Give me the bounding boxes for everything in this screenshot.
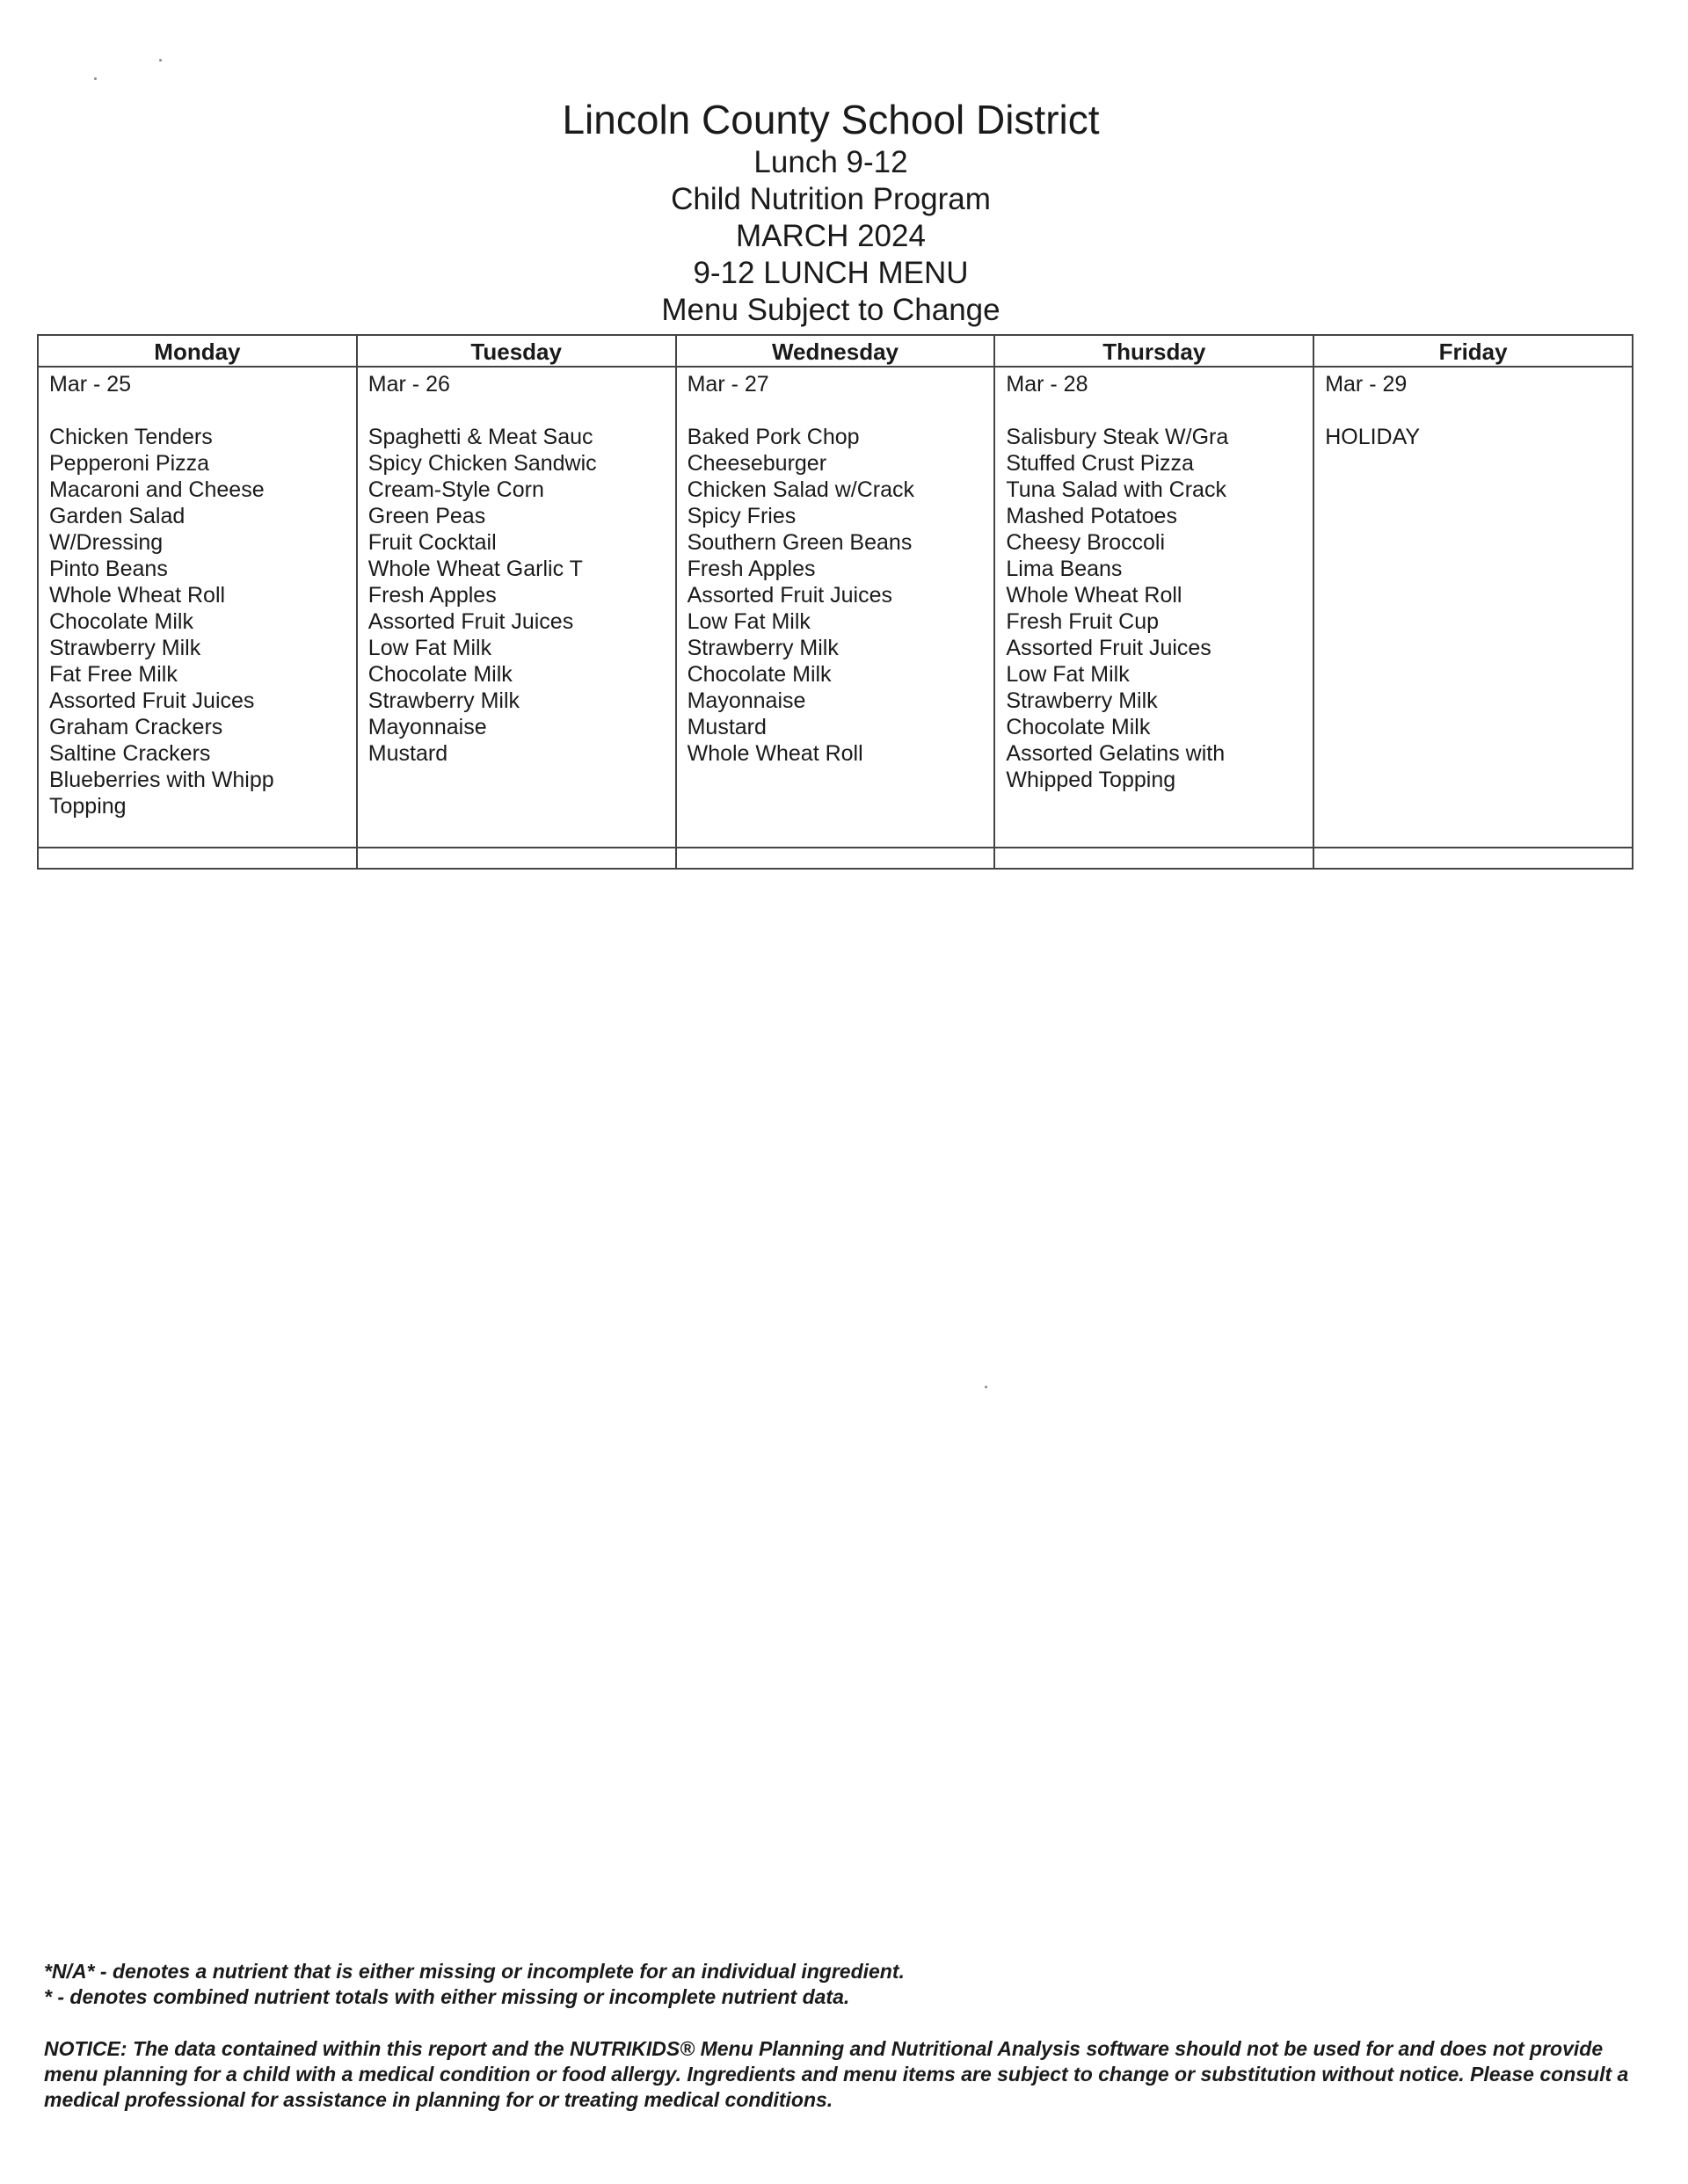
menu-row	[38, 367, 1633, 848]
menu-item: Cream-Style Corn	[367, 477, 544, 502]
day-cell-thursday	[994, 367, 1313, 848]
empty-cell	[357, 848, 676, 869]
menu-item: W/Dressing	[49, 530, 164, 555]
menu-item-list	[1006, 424, 1302, 793]
menu-item: Lima Beans	[1006, 557, 1123, 581]
menu-item: Fresh Apples	[367, 583, 497, 608]
day-date: Mar - 25	[49, 372, 132, 397]
footer-notes	[44, 1959, 1653, 2113]
menu-item: Spicy Fries	[687, 504, 797, 528]
menu-item: Fresh Fruit Cup	[1006, 609, 1160, 634]
menu-item: Whipped Topping	[1006, 768, 1176, 792]
menu-item: Chocolate Milk	[367, 662, 513, 687]
menu-item: Chocolate Milk	[49, 609, 193, 634]
day-header-monday: Monday	[38, 335, 357, 367]
empty-cell	[1313, 848, 1633, 869]
menu-item: Salisbury Steak W/Gra	[1006, 425, 1229, 449]
menu-item: Garden Salad	[49, 504, 186, 528]
menu-item: HOLIDAY	[1325, 425, 1421, 449]
menu-item: Macaroni and Cheese	[49, 477, 265, 502]
empty-cell	[994, 848, 1313, 869]
scan-speck	[159, 59, 162, 62]
menu-month: MARCH 2024	[736, 219, 926, 253]
menu-item: Spicy Chicken Sandwic	[367, 451, 597, 476]
menu-item: Strawberry Milk	[1006, 688, 1158, 713]
day-date: Mar - 28	[1006, 372, 1088, 397]
day-header-thursday: Thursday	[994, 335, 1313, 367]
menu-item: Strawberry Milk	[687, 636, 839, 660]
menu-item: Mashed Potatoes	[1006, 504, 1177, 528]
menu-item: Whole Wheat Roll	[49, 583, 226, 608]
menu-item-list	[688, 424, 984, 767]
scan-speck	[985, 1386, 987, 1388]
menu-item: Whole Wheat Roll	[1006, 583, 1182, 608]
menu-item: Mayonnaise	[367, 715, 487, 739]
menu-item: Low Fat Milk	[1006, 662, 1130, 687]
day-header-tuesday: Tuesday	[357, 335, 676, 367]
menu-item: Strawberry Milk	[49, 636, 201, 660]
menu-item-list	[1325, 424, 1621, 450]
na-footnote: *N/A* - denotes a nutrient that is either missing or incomplete for an individual ingredient.	[44, 1960, 905, 1983]
menu-item: Mayonnaise	[687, 688, 806, 713]
menu-item: Fat Free Milk	[49, 662, 178, 687]
menu-item: Tuna Salad with Crack	[1006, 477, 1226, 502]
menu-item: Chocolate Milk	[1006, 715, 1151, 739]
menu-item: Blueberries with Whipp	[49, 768, 274, 792]
day-date: Mar - 26	[367, 372, 450, 397]
empty-row	[38, 848, 1633, 869]
menu-item: Fruit Cocktail	[367, 530, 497, 555]
menu-disclaimer: Menu Subject to Change	[661, 293, 1000, 327]
document-header	[0, 95, 1662, 329]
menu-item: Mustard	[687, 715, 767, 739]
menu-item: Pinto Beans	[49, 557, 168, 581]
menu-item: Low Fat Milk	[687, 609, 811, 634]
menu-item: Stuffed Crust Pizza	[1006, 451, 1194, 476]
menu-item: Assorted Fruit Juices	[367, 609, 574, 634]
menu-item: Assorted Fruit Juices	[687, 583, 893, 608]
day-cell-tuesday	[357, 367, 676, 848]
empty-cell	[38, 848, 357, 869]
program-name: Child Nutrition Program	[671, 182, 991, 216]
menu-item: Low Fat Milk	[367, 636, 492, 660]
day-date: Mar - 29	[1325, 372, 1408, 397]
menu-item: Topping	[49, 794, 127, 819]
menu-item-list	[49, 424, 346, 819]
menu-item-list	[368, 424, 665, 767]
menu-item: Cheeseburger	[687, 451, 827, 476]
day-header-row	[38, 335, 1633, 367]
menu-item: Chocolate Milk	[687, 662, 832, 687]
menu-item: Green Peas	[367, 504, 486, 528]
menu-item: Whole Wheat Garlic T	[367, 557, 583, 581]
menu-item: Pepperoni Pizza	[49, 451, 210, 476]
menu-title: 9-12 LUNCH MENU	[693, 256, 969, 290]
menu-item: Assorted Fruit Juices	[49, 688, 255, 713]
menu-item: Chicken Salad w/Crack	[687, 477, 915, 502]
menu-item: Assorted Fruit Juices	[1006, 636, 1211, 660]
menu-item: Strawberry Milk	[367, 688, 520, 713]
scan-speck	[94, 77, 97, 80]
notice-text: NOTICE: The data contained within this report and the NUTRIKIDS® Menu Planning and Nutritional Analysis software should not be used for and does not provide menu planning for a child with a medical condition or food allergy. Ingredients and menu items are subject to change or substitution without notice. Please consult a medical professional for assistance in planning for or treating medical conditions.	[44, 2037, 1629, 2111]
menu-item: Chicken Tenders	[49, 425, 213, 449]
menu-item: Assorted Gelatins with	[1006, 741, 1226, 766]
menu-item: Whole Wheat Roll	[687, 741, 863, 766]
menu-item: Mustard	[367, 741, 448, 766]
weekly-menu-table	[37, 334, 1633, 870]
menu-item: Southern Green Beans	[687, 530, 913, 555]
day-cell-wednesday	[676, 367, 995, 848]
menu-item: Saltine Crackers	[49, 741, 211, 766]
district-title: Lincoln County School District	[562, 97, 1100, 142]
menu-item: Graham Crackers	[49, 715, 223, 739]
day-cell-friday	[1313, 367, 1633, 848]
day-date: Mar - 27	[687, 372, 769, 397]
day-header-friday: Friday	[1313, 335, 1633, 367]
asterisk-footnote: * - denotes combined nutrient totals with either missing or incomplete nutrient data.	[44, 1985, 850, 2008]
menu-level: Lunch 9-12	[753, 145, 908, 179]
menu-item: Spaghetti & Meat Sauc	[367, 425, 593, 449]
footer-spacer	[44, 2010, 1653, 2036]
menu-item: Baked Pork Chop	[687, 425, 860, 449]
day-cell-monday	[38, 367, 357, 848]
menu-item: Cheesy Broccoli	[1006, 530, 1166, 555]
menu-item: Fresh Apples	[687, 557, 816, 581]
empty-cell	[676, 848, 995, 869]
day-header-wednesday: Wednesday	[676, 335, 995, 367]
